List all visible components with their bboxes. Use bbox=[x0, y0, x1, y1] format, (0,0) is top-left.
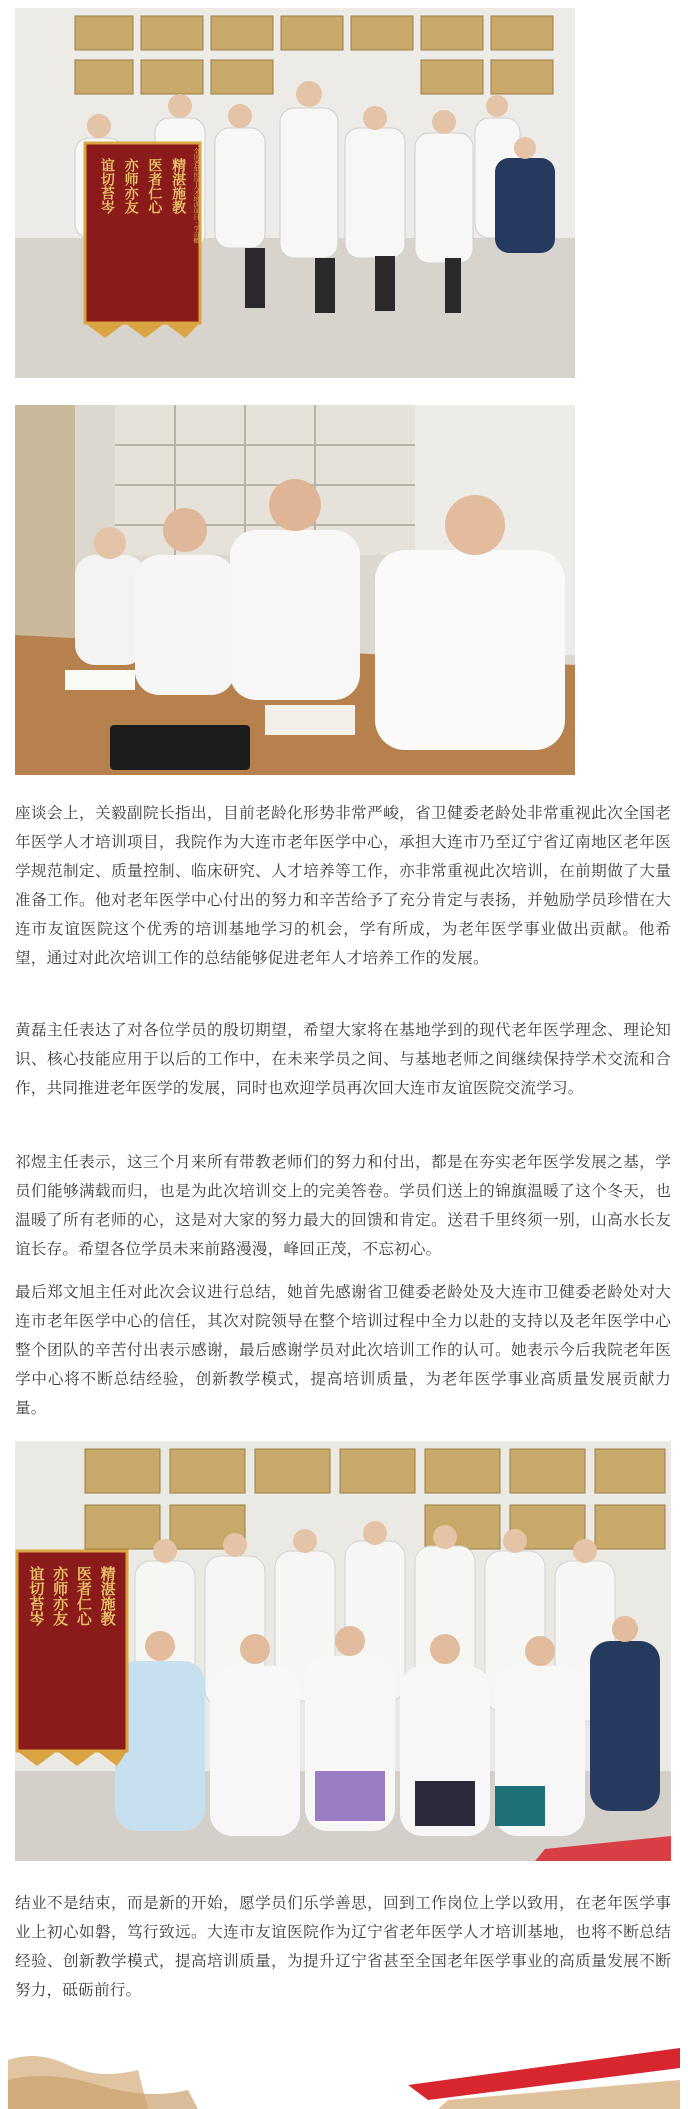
footer-decoration bbox=[8, 2040, 680, 2109]
banner2-line-1: 精湛施教 bbox=[98, 1566, 117, 1626]
banner-sub: 全国老年医学人才培训项目 · 学员赠 bbox=[192, 148, 199, 244]
paragraph-5: 结业不是结束，而是新的开始，愿学员们乐学善思，回到工作岗位上学以致用，在老年医学事业上初心如磐，笃行致远。大连市友谊医院作为辽宁省老年医学人才培训基地，也将不断总结经验、创新教学模式，提高培训质量，为提升辽宁省甚至全国老年医学事业的高质量发展不断努力，砥砺前行。 bbox=[15, 1894, 671, 1999]
banner-text-2 bbox=[25, 1566, 120, 1736]
banner-line-1: 精湛施教 bbox=[170, 158, 187, 214]
banner2-line-2: 医者仁心 bbox=[74, 1566, 93, 1626]
banner-line-3: 亦师亦友 bbox=[122, 158, 139, 214]
banner-line-2: 医者仁心 bbox=[146, 158, 163, 214]
meeting-photo bbox=[15, 405, 575, 775]
banner-line-4: 谊切苔岑 bbox=[98, 158, 115, 214]
paragraph-2: 黄磊主任表达了对各位学员的殷切期望，希望大家将在基地学到的现代老年医学理念、理论知识、核心技能应用于以后的工作中，在未来学员之间、与基地老师之间继续保持学术交流和合作，共同推进老年医学的发展，同时也欢迎学员再次回大连市友谊医院交流学习。 bbox=[15, 1021, 671, 1097]
group-photo-1 bbox=[15, 8, 575, 378]
banner2-line-3: 亦师亦友 bbox=[51, 1566, 70, 1626]
paragraph-1: 座谈会上，关毅副院长指出，目前老龄化形势非常严峻，省卫健委老龄处非常重视此次全国老年医学人才培训项目，我院作为大连市老年医学中心，承担大连市乃至辽宁省辽南地区老年医学规范制定、质量控制、临床研究、人才培养等工作，亦非常重视此次培训，在前期做了大量准备工作。他对老年医学中心付出的努力和辛苦给予了充分肯定与表扬，并勉励学员珍惜在大连市友谊医院这个优秀的培训基地学习的机会，学有所成，为老年医学事业做出贡献。他希望，通过对此次培训工作的总结能够促进老年人才培养工作的发展。 bbox=[15, 804, 671, 967]
banner2-line-4: 谊切苔岑 bbox=[27, 1566, 46, 1626]
banner-text bbox=[95, 158, 190, 308]
paragraph-3: 祁煜主任表示，这三个月来所有带教老师们的努力和付出，都是在夯实老年医学发展之基，学员们能够满载而归，也是为此次培训交上的完美答卷。学员们送上的锦旗温暖了这个冬天，也温暖了所有老师的心，这是对大家的努力最大的回馈和肯定。送君千里终须一别，山高水长友谊长存。希望各位学员未来前路漫漫，峰回正茂，不忘初心。 bbox=[15, 1153, 671, 1258]
group-photo-2 bbox=[15, 1441, 671, 1861]
paragraph-4: 最后郑文旭主任对此次会议进行总结，她首先感谢省卫健委老龄处及大连市卫健委老龄处对大连市老年医学中心的信任，其次对院领导在整个培训过程中全力以赴的支持以及老年医学中心整个团队的辛苦付出表示感谢，最后感谢学员对此次培训工作的认可。她表示今后我院老年医学中心将不断总结经验，创新教学模式，提高培训质量，为老年医学事业高质量发展贡献力量。 bbox=[15, 1283, 671, 1417]
